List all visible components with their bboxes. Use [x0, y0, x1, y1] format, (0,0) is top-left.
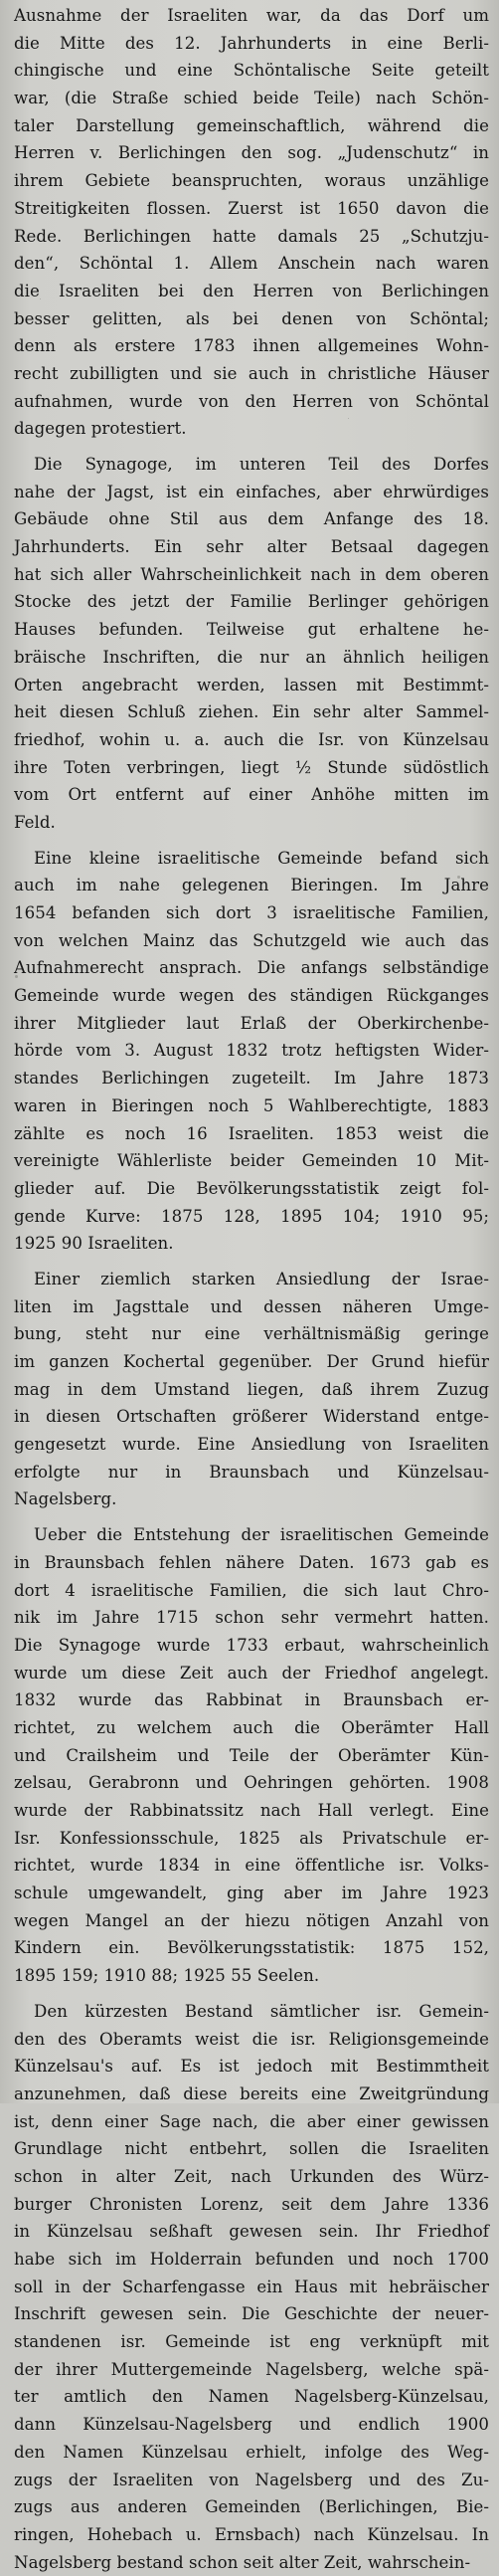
- text-line: Den kürzesten Bestand sämtlicher isr. Gemein-: [34, 2001, 489, 2021]
- text-line: bräische Inschriften, die nur an ähnlich heiligen: [14, 647, 489, 667]
- text-line: dort 4 israelitische Familien, die sich laut Chro-: [14, 1580, 489, 1600]
- text-line: Nagelsberg bestand schon seit alter Zeit, wahrschein-: [14, 2552, 471, 2572]
- print-speck: [457, 876, 460, 879]
- text-line: der ihrer Muttergemeinde Nagelsberg, welche spä-: [14, 2359, 489, 2379]
- text-line: schule umgewandelt, ging aber im Jahre 1923: [14, 1883, 489, 1903]
- text-line: richtet, zu welchem auch die Oberämter Hall: [14, 1717, 489, 1737]
- text-line: in Künzelsau seßhaft gewesen sein. Ihr Friedhof: [14, 2222, 489, 2242]
- text-line: Hauses befunden. Teilweise gut erhaltene he-: [14, 620, 489, 640]
- text-line: den Namen Künzelsau erhielt, infolge des Weg-: [14, 2442, 489, 2462]
- text-line: Eine kleine israelitische Gemeinde befand sich: [34, 848, 489, 868]
- text-line: 1832 wurde das Rabbinat in Braunsbach er-: [14, 1690, 489, 1710]
- text-line: dann Künzelsau-Nagelsberg und endlich 1900: [14, 2415, 489, 2435]
- text-line: hat sich aller Wahrscheinlichkeit nach in dem oberen: [14, 564, 489, 584]
- paragraph: [14, 1521, 489, 1990]
- text-line: ist, denn einer Sage nach, die aber einer gewissen: [14, 2111, 489, 2131]
- text-line: zelsau, Gerabronn und Oehringen gehörten. 1908: [14, 1773, 489, 1793]
- text-line: gende Kurve: 1875 128, 1895 104; 1910 95;: [14, 1206, 489, 1226]
- text-line: besser gelitten, als bei denen von Schöntal;: [14, 308, 489, 328]
- text-line: vom Ort entfernt auf einer Anhöhe mitten im: [14, 785, 489, 805]
- text-line: in diesen Ortschaften größerer Widerstand entge-: [14, 1407, 489, 1427]
- text-line: habe sich im Holderrain befunden und noch 1700: [14, 2250, 489, 2269]
- text-line: bung, steht nur eine verhältnismäßig geringe: [14, 1324, 489, 1344]
- text-line: aufnahmen, wurde von den Herren von Schöntal: [14, 391, 489, 411]
- text-line: Kindern ein. Bevölkerungsstatistik: 1875 152,: [14, 1938, 489, 1958]
- text-line: wegen Mangel an der hiezu nötigen Anzahl von: [14, 1910, 489, 1930]
- text-line: vereinigte Wählerliste beider Gemeinden 10 Mit-: [14, 1151, 489, 1171]
- text-line: glieder auf. Die Bevölkerungsstatistik zeigt fol-: [14, 1178, 489, 1198]
- text-line: wurde der Rabbinatssitz nach Hall verlegt. Eine: [14, 1801, 489, 1820]
- paragraph-gap: [14, 443, 489, 451]
- text-line: schon in alter Zeit, nach Urkunden des Würz-: [14, 2166, 489, 2186]
- print-speck: [40, 298, 41, 299]
- text-line: Gebäude ohne Stil aus dem Anfange des 18.: [14, 509, 489, 529]
- text-line: war, (die Straße schied beide Teile) nach Schön-: [14, 89, 489, 108]
- paragraph-gap: [14, 1990, 489, 1998]
- text-line: hörde vom 3. August 1832 trotz heftigsten Wider-: [14, 1041, 489, 1061]
- print-speck: [298, 1114, 299, 1115]
- text-line: Grundlage nicht entbehrt, sollen die Israeliten: [14, 2139, 489, 2159]
- text-line: erfolgte nur in Braunsbach und Künzelsau-: [14, 1462, 489, 1482]
- text-line: 1895 159; 1910 88; 1925 55 Seelen.: [14, 1966, 320, 1986]
- paragraph-gap: [14, 1513, 489, 1521]
- text-line: nahe der Jagst, ist ein einfaches, aber ehrwürdiges: [14, 482, 489, 501]
- text-line: ihrer Mitglieder laut Erlaß der Oberkirchenbe-: [14, 1013, 489, 1033]
- paragraph: [14, 845, 489, 1258]
- text-line: waren in Bieringen noch 5 Wahlberechtigte, 1883: [14, 1095, 489, 1115]
- text-line: zugs der Israeliten von Nagelsberg und des Zu-: [14, 2470, 489, 2489]
- text-line: die Israeliten bei den Herren von Berlichingen: [14, 281, 489, 300]
- text-line: wurde um diese Zeit auch der Friedhof angelegt.: [14, 1663, 489, 1683]
- text-line: Streitigkeiten flossen. Zuerst ist 1650 davon die: [14, 198, 489, 218]
- text-line: Gemeinde wurde wegen des ständigen Rückganges: [14, 986, 489, 1006]
- print-speck: [119, 637, 121, 639]
- text-line: Ueber die Entstehung der israelitischen Gemeinde: [34, 1525, 489, 1545]
- text-line: chingische und eine Schöntalische Seite geteilt: [14, 61, 489, 81]
- text-line: zählte es noch 16 Israeliten. 1853 weist die: [14, 1123, 489, 1143]
- text-line: mag in dem Umstand liegen, daß ihrem Zuzug: [14, 1379, 489, 1399]
- text-line: denn als erstere 1783 ihnen allgemeines Wohn-: [14, 336, 489, 356]
- paragraph: [14, 1266, 489, 1513]
- text-line: den des Oberamts weist die isr. Religionsgemeinde: [14, 2029, 489, 2049]
- paragraph-gap: [14, 837, 489, 845]
- text-line: ihrem Gebiete beanspruchten, woraus unzählige: [14, 171, 489, 191]
- paragraph-gap: [14, 1258, 489, 1266]
- text-line: Ausnahme der Israeliten war, da das Dorf um: [14, 6, 489, 25]
- text-line: Jahrhunderts. Ein sehr alter Betsaal dagegen: [14, 537, 489, 557]
- text-column: [14, 2, 489, 2576]
- text-line: Aufnahmerecht ansprach. Die anfangs selbständige: [14, 958, 489, 978]
- text-line: von welchen Mainz das Schutzgeld wie auch das: [14, 930, 489, 950]
- text-line: auch im nahe gelegenen Bieringen. Im Jahre: [14, 876, 489, 895]
- paragraph: [14, 451, 489, 837]
- paragraph: [14, 1998, 489, 2576]
- print-speck: [417, 1642, 420, 1645]
- text-line: Künzelsau's auf. Es ist jedoch mit Bestimmtheit: [14, 2057, 489, 2077]
- text-line: recht zubilligten und sie auch in christliche Häuser: [14, 363, 489, 383]
- print-speck: [249, 1890, 250, 1891]
- text-line: Feld.: [14, 812, 56, 832]
- text-line: die Mitte des 12. Jahrhunderts in eine Berli-: [14, 33, 489, 53]
- text-line: ter amtlich den Namen Nagelsberg-Künzelsau,: [14, 2387, 489, 2407]
- print-speck: [70, 1393, 72, 1395]
- text-line: im ganzen Kochertal gegenüber. Der Grund hiefür: [14, 1352, 489, 1371]
- text-line: richtet, wurde 1834 in eine öffentliche isr. Volks-: [14, 1856, 489, 1876]
- text-line: heit diesen Schluß ziehen. Ein sehr alter Sammel-: [14, 702, 489, 722]
- text-line: ihre Toten verbringen, liegt ½ Stunde südöstlich: [14, 757, 489, 777]
- text-line: soll in der Scharfengasse ein Haus mit hebräischer: [14, 2277, 489, 2296]
- text-line: Einer ziemlich starken Ansiedlung der Israe-: [34, 1269, 489, 1288]
- print-speck: [477, 2040, 479, 2042]
- text-line: in Braunsbach fehlen nähere Daten. 1673 gab es: [14, 1552, 489, 1572]
- paragraph: [14, 2, 489, 443]
- text-line: liten im Jagsttale und dessen näheren Umge-: [14, 1296, 489, 1316]
- text-line: 1925 90 Israeliten.: [14, 1234, 174, 1254]
- text-line: gengesetzt wurde. Eine Ansiedlung von Israeliten: [14, 1435, 489, 1455]
- text-line: Rede. Berlichingen hatte damals 25 „Schutzju-: [14, 226, 489, 246]
- text-line: Herren v. Berlichingen den sog. „Judenschutz“ in: [14, 143, 489, 163]
- text-line: standes Berlichingen zugeteilt. Im Jahre 1873: [14, 1069, 489, 1089]
- text-line: nik im Jahre 1715 schon sehr vermehrt hatten.: [14, 1608, 489, 1628]
- text-line: Stocke des jetzt der Familie Berlinger gehörigen: [14, 592, 489, 612]
- text-line: taler Darstellung gemeinschaftlich, während die: [14, 115, 489, 135]
- text-line: burger Chronisten Lorenz, seit dem Jahre 1336: [14, 2194, 489, 2214]
- text-line: 1654 befanden sich dort 3 israelitische Familien,: [14, 903, 489, 922]
- text-line: friedhof, wohin u. a. auch die Isr. von Künzelsau: [14, 729, 489, 749]
- text-line: und Crailsheim und Teile der Oberämter Kün-: [14, 1745, 489, 1765]
- text-line: Isr. Konfessionsschule, 1825 als Privatschule er-: [14, 1828, 489, 1848]
- text-line: anzunehmen, daß diese bereits eine Zweitgründung: [14, 2083, 489, 2103]
- text-line: Orten angebracht werden, lassen mit Bestimmt-: [14, 675, 489, 694]
- text-line: ringen, Hohebach u. Ernsbach) nach Künzelsau. In: [14, 2524, 489, 2544]
- print-speck: [348, 418, 349, 419]
- print-speck: [15, 975, 18, 978]
- text-line: Nagelsberg.: [14, 1489, 117, 1509]
- text-line: dagegen protestiert.: [14, 419, 187, 439]
- text-line: zugs aus anderen Gemeinden (Berlichingen, Bie-: [14, 2497, 489, 2517]
- text-line: standenen isr. Gemeinde ist eng verknüpft mit: [14, 2332, 489, 2352]
- text-line: Die Synagoge, im unteren Teil des Dorfes: [34, 455, 489, 474]
- text-line: Die Synagoge wurde 1733 erbaut, wahrscheinlich: [14, 1635, 489, 1655]
- text-line: den“, Schöntal 1. Allem Anschein nach waren: [14, 254, 489, 274]
- text-line: Inschrift gewesen sein. Die Geschichte der neuer-: [14, 2304, 489, 2324]
